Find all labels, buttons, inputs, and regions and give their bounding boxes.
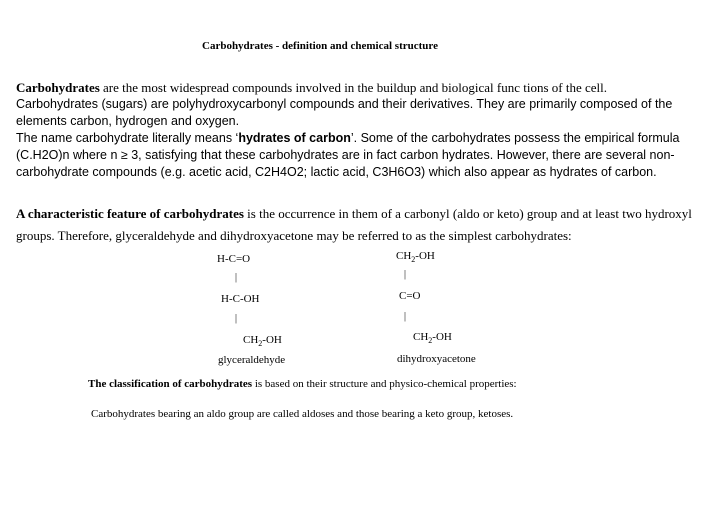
dihydroxyacetone-row-2: C=O (399, 290, 421, 302)
intro-sentence-3-end: ’. Some of the carbohydrates possess the empirical formula (C.H2O)n where n ≥ 3, satisfying that these carbohydrates are in fact carbon hydrates. However, there are several non-carbohydrate compounds (e.g. acetic acid, C2H4O2; lactic acid, C3H6O3) which also appear as hydrates of carbon. (16, 131, 680, 179)
dihydroxyacetone-row-3: $CH_2-OH$ (413, 331, 452, 346)
hydrates-of-carbon-term: hydrates of carbon (238, 131, 351, 145)
feature-term: A characteristic feature of carbohydrates (16, 206, 244, 221)
classification-line (88, 378, 517, 390)
intro-paragraph (16, 79, 696, 181)
glyceraldehyde-row-2: H-C-OH (221, 293, 260, 305)
dihydroxyacetone-label: dihydroxyacetone (397, 353, 476, 365)
carbohydrates-term: Carbohydrates (16, 80, 100, 95)
dihydroxyacetone-row-1: $CH_2-OH$ (396, 250, 435, 265)
intro-sentence-2: Carbohydrates (sugars) are polyhydroxycarbonyl compounds and their derivatives. They are primarily composed of the elements carbon, hydrogen and oxygen. (16, 97, 673, 128)
glyceraldehyde-row-1: H-C=O (217, 253, 251, 265)
glyceraldehyde-bond-2: | (235, 313, 238, 324)
feature-paragraph (16, 203, 706, 247)
intro-line1-text: are the most widespread compounds involved in the buildup and biological func tions of the cell. (99, 80, 608, 95)
classification-term: The classification of carbohydrates (88, 378, 253, 390)
glyceraldehyde-label: glyceraldehyde (218, 354, 286, 366)
aldoses-ketoses-line: Carbohydrates bearing an aldo group are called aldoses and those bearing a keto group, ketoses. (91, 408, 514, 420)
intro-sentence-3 (16, 130, 696, 181)
page-title: Carbohydrates - definition and chemical structure (202, 40, 438, 52)
dihydroxyacetone-bond-1: | (404, 269, 407, 280)
classification-text: is based on their structure and physico-chemical properties: (252, 378, 517, 390)
glyceraldehyde-row-3: $CH_2-OH$ (243, 334, 282, 349)
feature-text: is the occurrence in them of a carbonyl (aldo or keto) group and at least two hydroxyl groups. Therefore, glyceraldehyde and dihydroxyacetone may be referred to as the simplest carbohydrates: (16, 206, 692, 243)
dihydroxyacetone-bond-2: | (404, 311, 407, 322)
intro-sentence-3-start: The name carbohydrate literally means ‘ (16, 131, 239, 145)
glyceraldehyde-bond-1: | (235, 272, 238, 283)
